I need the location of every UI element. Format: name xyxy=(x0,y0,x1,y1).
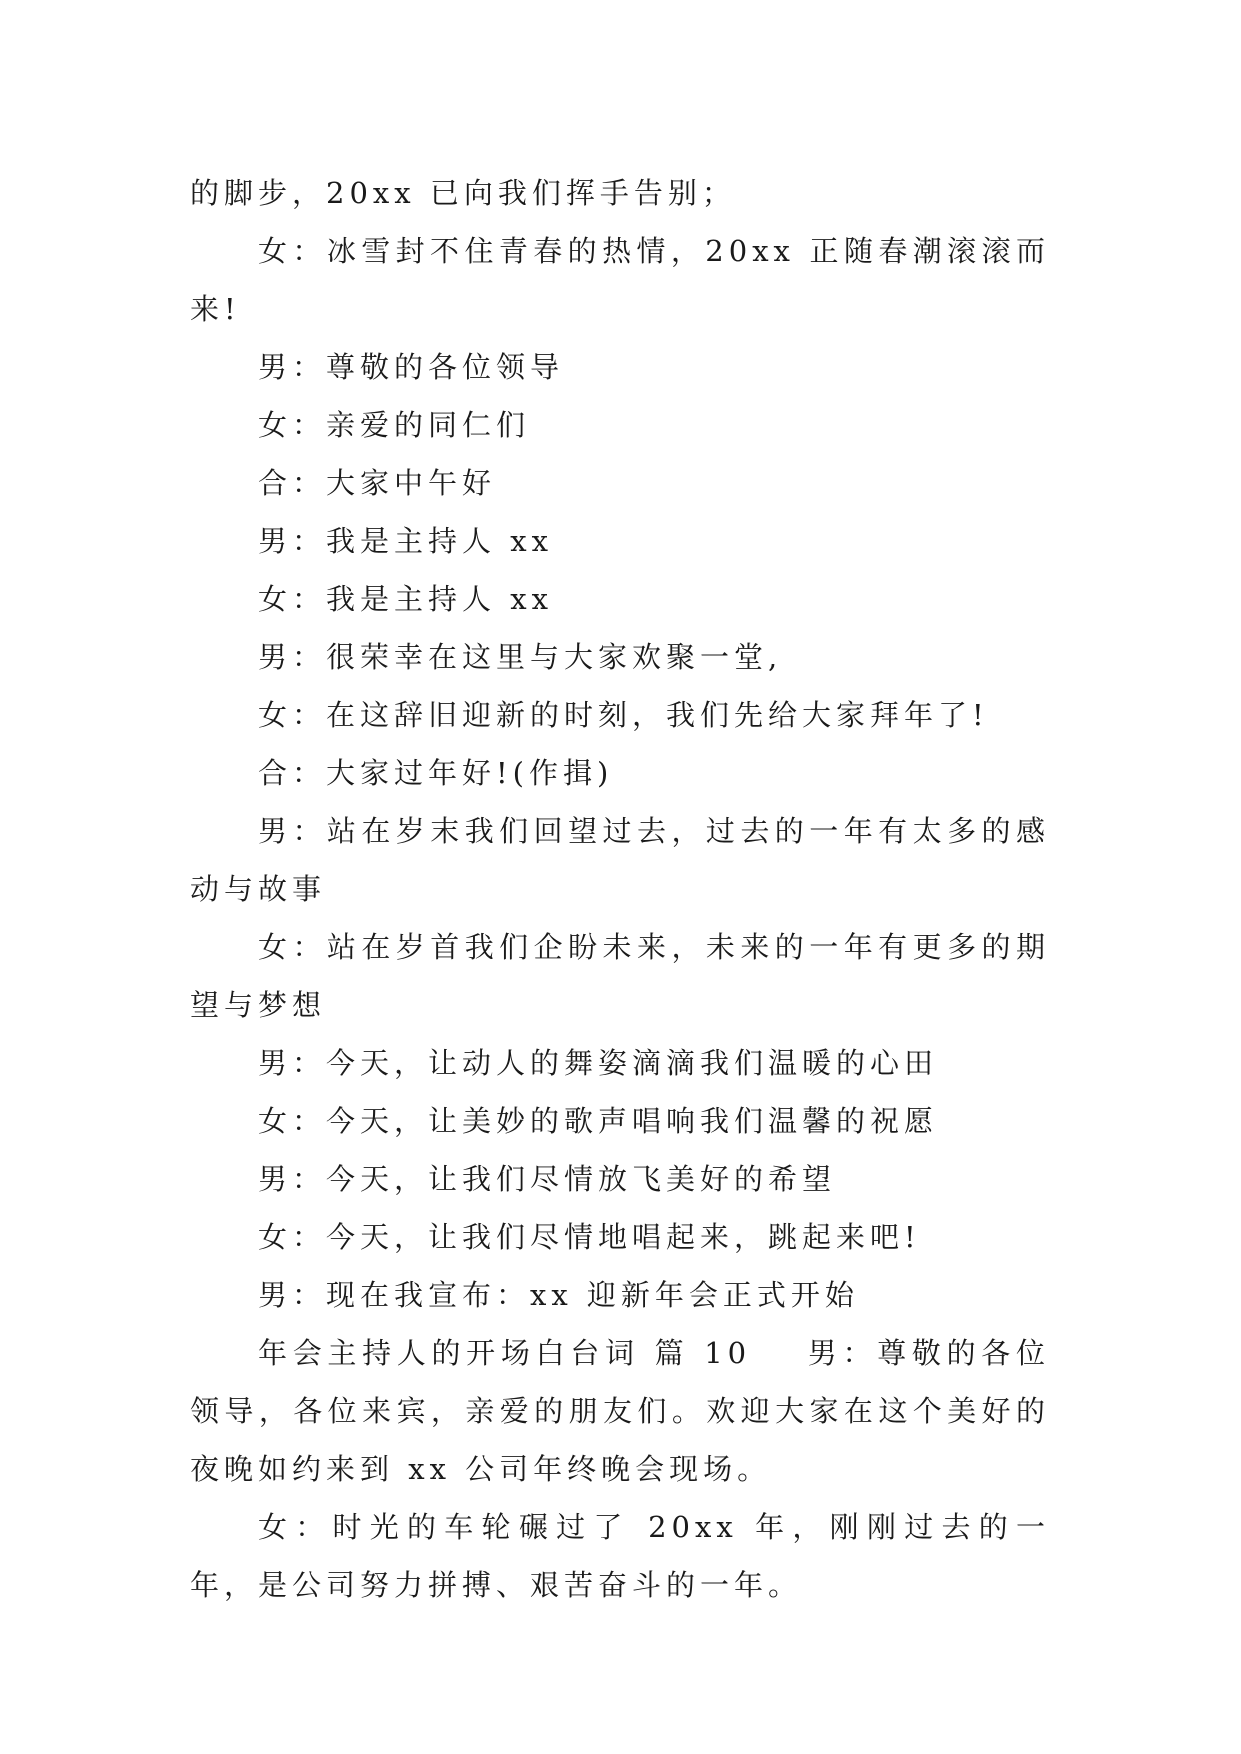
paragraph: 的脚步，20xx 已向我们挥手告别； xyxy=(190,176,736,210)
paragraph: 女：今天，让我们尽情地唱起来，跳起来吧! xyxy=(258,1220,921,1254)
paragraph: 合：大家过年好!(作揖) xyxy=(258,756,614,790)
section-heading: 年会主持人的开场白台词 篇 10 xyxy=(258,1336,752,1370)
paragraph: 女：亲爱的同仁们 xyxy=(258,408,531,442)
paragraph: 女：在这辞旧迎新的时刻，我们先给大家拜年了! xyxy=(258,698,989,732)
paragraph: 男：现在我宣布：xx 迎新年会正式开始 xyxy=(258,1278,859,1312)
paragraph: 男：今天，让我们尽情放飞美好的希望 xyxy=(258,1162,837,1196)
document-body xyxy=(190,164,1050,1614)
section-paragraph xyxy=(190,1324,1050,1498)
paragraph: 男：很荣幸在这里与大家欢聚一堂, xyxy=(258,640,783,674)
section-text: 男：尊敬的各位领导，各位来宾，亲爱的朋友们。欢迎大家在这个美好的夜晚如约来到 xx 公司年终晚会现场。 xyxy=(190,1336,1050,1486)
paragraph: 女：冰雪封不住青春的热情，20xx 正随春潮滚滚而来! xyxy=(190,234,1050,326)
paragraph: 女：今天，让美妙的歌声唱响我们温馨的祝愿 xyxy=(258,1104,939,1138)
paragraph: 女：站在岁首我们企盼未来，未来的一年有更多的期望与梦想 xyxy=(190,930,1050,1022)
paragraph: 男：今天，让动人的舞姿滴滴我们温暖的心田 xyxy=(258,1046,939,1080)
paragraph: 男：站在岁末我们回望过去，过去的一年有太多的感动与故事 xyxy=(190,814,1050,906)
paragraph: 男：尊敬的各位领导 xyxy=(258,350,565,384)
paragraph: 女：时光的车轮碾过了 20xx 年，刚刚过去的一年，是公司努力拼搏、艰苦奋斗的一年。 xyxy=(190,1510,1050,1602)
paragraph: 男：我是主持人 xx xyxy=(258,524,553,558)
paragraph: 女：我是主持人 xx xyxy=(258,582,553,616)
paragraph: 合：大家中午好 xyxy=(258,466,497,500)
